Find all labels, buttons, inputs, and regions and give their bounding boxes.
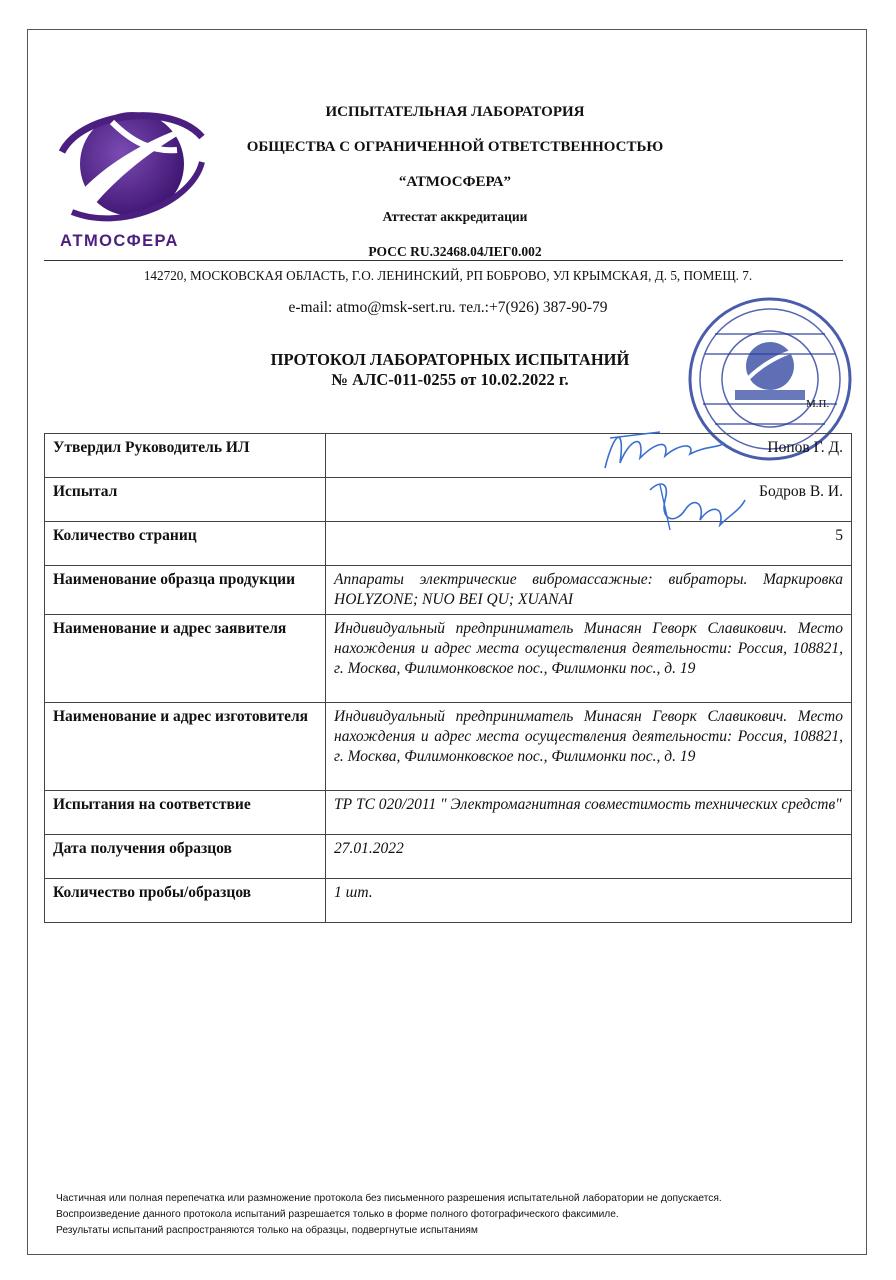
row-label: Наименование образца продукции: [45, 566, 326, 615]
protocol-number: № АЛС-011-0255 от 10.02.2022 г.: [331, 370, 569, 389]
header-line-3: “АТМОСФЕРА”: [398, 174, 512, 190]
header-line-1: ИСПЫТАТЕЛЬНАЯ ЛАБОРАТОРИЯ: [325, 104, 585, 120]
protocol-title-block: [200, 350, 700, 390]
row-value: 1 шт.: [326, 879, 852, 923]
row-value: Бодров В. И.: [326, 478, 852, 522]
row-label: Дата получения образцов: [45, 835, 326, 879]
table-row: [45, 615, 852, 703]
globe-logo-icon: [52, 92, 212, 232]
signature-approver-icon: [600, 418, 730, 478]
row-label: Количество пробы/образцов: [45, 879, 326, 923]
row-value: Индивидуальный предприниматель Минасян Геворк Славикович. Место нахождения и адрес места осуществления деятельности: Россия, 108821, г. Москва, Филимонковское пос., Филимонки пос., д. 19: [326, 615, 852, 703]
row-value: 27.01.2022: [326, 835, 852, 879]
table-row: [45, 791, 852, 835]
table-row: [45, 566, 852, 615]
logo-name: АТМОСФЕРА: [60, 232, 179, 250]
header-line-2: ОБЩЕСТВА С ОГРАНИЧЕННОЙ ОТВЕТСТВЕННОСТЬЮ: [246, 139, 664, 155]
footer-line-1: Частичная или полная перепечатка или размножение протокола без письменного разрешения испытательной лаборатории не допускается.: [56, 1193, 722, 1204]
footer-line-3: Результаты испытаний распространяются только на образцы, подвергнутые испытаниям: [56, 1225, 478, 1236]
row-value: Индивидуальный предприниматель Минасян Геворк Славикович. Место нахождения и адрес места осуществления деятельности: Россия, 108821, г. Москва, Филимонковское пос., Филимонки пос., д. 19: [326, 703, 852, 791]
row-value: 5: [326, 522, 852, 566]
header-line-5: РОСС RU.32468.04ЛЕГ0.002: [368, 244, 542, 259]
signature-tester-icon: [640, 470, 750, 540]
row-label: Испытал: [45, 478, 326, 522]
lab-contacts: e-mail: atmo@msk-sert.ru. тел.:+7(926) 387-90-79: [288, 299, 608, 316]
stamp-label: М.П.: [806, 398, 830, 410]
table-row: [45, 703, 852, 791]
row-value: Попов Г. Д.: [326, 434, 852, 478]
table-row: [45, 835, 852, 879]
company-logo: [44, 92, 214, 254]
header-divider: [44, 260, 843, 261]
row-label: Утвердил Руководитель ИЛ: [45, 434, 326, 478]
row-label: Наименование и адрес изготовителя: [45, 703, 326, 791]
row-label: Количество страниц: [45, 522, 326, 566]
lab-address: 142720, МОСКОВСКАЯ ОБЛАСТЬ, Г.О. ЛЕНИНСКИЙ, РП БОБРОВО, УЛ КРЫМСКАЯ, Д. 5, ПОМЕЩ. 7.: [143, 268, 753, 283]
row-value: Аппараты электрические вибромассажные: вибраторы. Маркировка HOLYZONE; NUO BEI QU; XUANAI: [326, 566, 852, 615]
lab-header: [215, 100, 695, 275]
table-row: [45, 879, 852, 923]
row-value: ТР ТС 020/2011 " Электромагнитная совместимость технических средств": [326, 791, 852, 835]
row-label: Наименование и адрес заявителя: [45, 615, 326, 703]
header-line-4: Аттестат аккредитации: [382, 209, 528, 224]
footer-line-2: Воспроизведение данного протокола испытаний разрешается только в форме полного фотографического факсимиле.: [56, 1209, 619, 1220]
footer-disclaimer: [56, 1191, 846, 1239]
protocol-title: ПРОТОКОЛ ЛАБОРАТОРНЫХ ИСПЫТАНИЙ: [270, 350, 630, 369]
row-label: Испытания на соответствие: [45, 791, 326, 835]
